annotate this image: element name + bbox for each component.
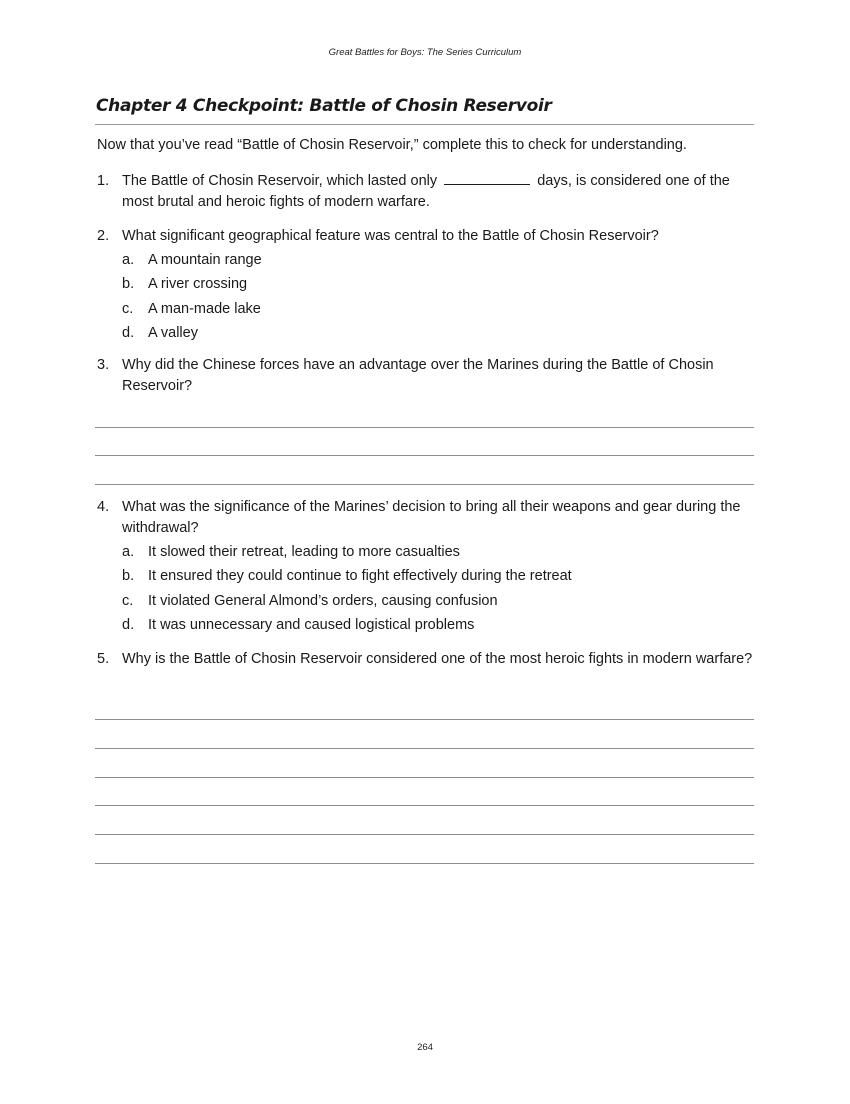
question-text: Why did the Chinese forces have an advantage over the Marines during the Battle of Chosin Reservoir? (122, 357, 714, 394)
option-text: It was unnecessary and caused logistical problems (148, 616, 475, 633)
answer-option[interactable] (122, 615, 757, 639)
option-text: A river crossing (148, 276, 248, 293)
intro-text: Now that you’ve read “Battle of Chosin Reservoir,” complete this to check for understanding. (97, 137, 687, 153)
question-4 (97, 497, 757, 639)
option-text: A mountain range (148, 252, 262, 268)
answer-line[interactable] (95, 455, 754, 456)
answer-options (122, 542, 757, 639)
answer-line[interactable] (95, 777, 754, 778)
question-2 (97, 226, 757, 347)
option-text: A man-made lake (148, 300, 261, 317)
option-letter: d. (122, 324, 135, 341)
option-text: It ensured they could continue to fight effectively during the retreat (148, 568, 572, 585)
answer-line[interactable] (95, 719, 754, 720)
answer-option[interactable] (122, 250, 757, 274)
question-text: Why is the Battle of Chosin Reservoir considered one of the most heroic fights in modern warfare? (122, 651, 753, 667)
option-text: It violated General Almond’s orders, causing confusion (148, 592, 498, 609)
option-letter: d. (122, 616, 135, 633)
option-letter: a. (122, 544, 135, 560)
question-text: What significant geographical feature was central to the Battle of Chosin Reservoir? (122, 228, 659, 244)
answer-option[interactable] (122, 542, 757, 566)
question-number: 4. (97, 499, 110, 515)
page-number: 264 (417, 1042, 433, 1053)
fill-in-blank[interactable] (444, 171, 530, 185)
answer-option[interactable] (122, 299, 757, 323)
question-5 (97, 649, 757, 670)
answer-line[interactable] (95, 484, 754, 485)
option-text: A valley (148, 324, 198, 341)
answer-option[interactable] (122, 591, 757, 615)
question-text: The Battle of Chosin Reservoir, which lasted only (122, 173, 438, 189)
question-1 (97, 171, 757, 213)
question-number: 3. (97, 357, 110, 373)
question-number: 2. (97, 228, 110, 244)
answer-options (122, 250, 757, 347)
title-divider (95, 124, 754, 125)
option-letter: c. (122, 300, 134, 317)
answer-option[interactable] (122, 323, 757, 347)
question-number: 5. (97, 651, 110, 667)
option-letter: c. (122, 592, 134, 609)
answer-line[interactable] (95, 834, 754, 835)
option-letter: b. (122, 568, 135, 585)
answer-line[interactable] (95, 805, 754, 806)
question-text: What was the significance of the Marines’ decision to bring all their weapons and gear during the withdrawal? (122, 499, 741, 536)
answer-option[interactable] (122, 274, 757, 298)
answer-line[interactable] (95, 863, 754, 864)
question-text: days, is considered one of the most brutal and heroic fights of modern warfare. (122, 173, 730, 210)
page-title: Chapter 4 Checkpoint: Battle of Chosin Reservoir (96, 96, 552, 116)
question-number: 1. (97, 173, 110, 189)
answer-option[interactable] (122, 566, 757, 590)
option-text: It slowed their retreat, leading to more casualties (148, 544, 460, 560)
option-letter: a. (122, 252, 135, 268)
running-header: Great Battles for Boys: The Series Curriculum (328, 47, 522, 58)
answer-line[interactable] (95, 748, 754, 749)
option-letter: b. (122, 276, 135, 293)
question-3 (97, 355, 757, 397)
answer-line[interactable] (95, 427, 754, 428)
